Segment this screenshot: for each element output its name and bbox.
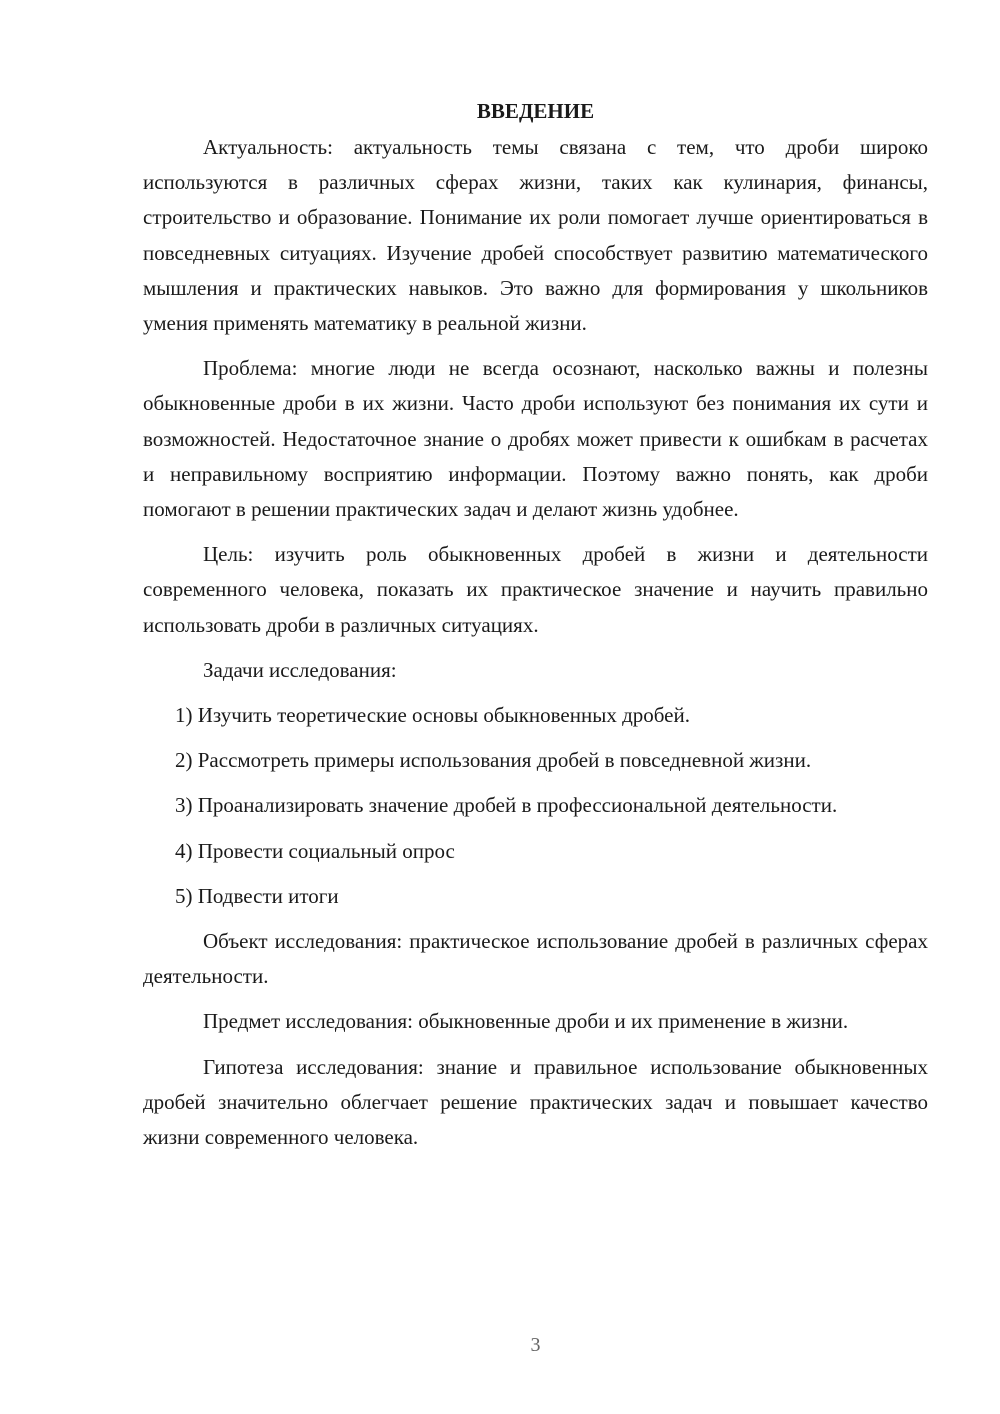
paragraph-hypothesis: Гипотеза исследования: знание и правильное использование обыкновенных дробей значительно облегчает решение практических задач и повышает качество жизни современного человека. (143, 1054, 928, 1150)
paragraph-object: Объект исследования: практическое использование дробей в различных сферах деятельности. (143, 929, 928, 989)
task-item-4: 4) Провести социальный опрос (175, 838, 455, 863)
paragraph-subject: Предмет исследования: обыкновенные дроби и их применение в жизни. (203, 1009, 849, 1034)
task-item-2: 2) Рассмотреть примеры использования дробей в повседневной жизни. (175, 748, 812, 773)
tasks-heading: Задачи исследования: (203, 657, 397, 682)
task-item-5: 5) Подвести итоги (175, 883, 339, 908)
paragraph-problem: Проблема: многие люди не всегда осознают, насколько важны и полезны обыкновенные дроби в их жизни. Часто дроби используют без понимания их сути и возможностей. Недостаточное знание о дробях может привести к ошибкам в расчетах и неправильному восприятию информации. Поэтому важно понять, как дроби помогают в решении практических задач и делают жизнь удобнее. (143, 356, 928, 522)
document-page (143, 95, 928, 1165)
task-item-1: 1) Изучить теоретические основы обыкновенных дробей. (175, 703, 690, 728)
paragraph-goal: Цель: изучить роль обыкновенных дробей в жизни и деятельности современного человека, показать их практическое значение и научить правильно использовать дроби в различных ситуациях. (143, 542, 928, 637)
document-title: ВВЕДЕНИЕ (476, 99, 595, 123)
task-item-3: 3) Проанализировать значение дробей в профессиональной деятельности. (175, 793, 838, 818)
paragraph-relevance: Актуальность: актуальность темы связана с тем, что дроби широко используются в различных сферах жизни, таких как кулинария, финансы, строительство и образование. Понимание их роли помогает лучше ориентироваться в повседневных ситуациях. Изучение дробей способствует развитию математического мышления и практических навыков. Это важно для формирования у школьников умения применять математику в реальной жизни. (143, 135, 928, 336)
page-number: 3 (530, 1334, 541, 1356)
